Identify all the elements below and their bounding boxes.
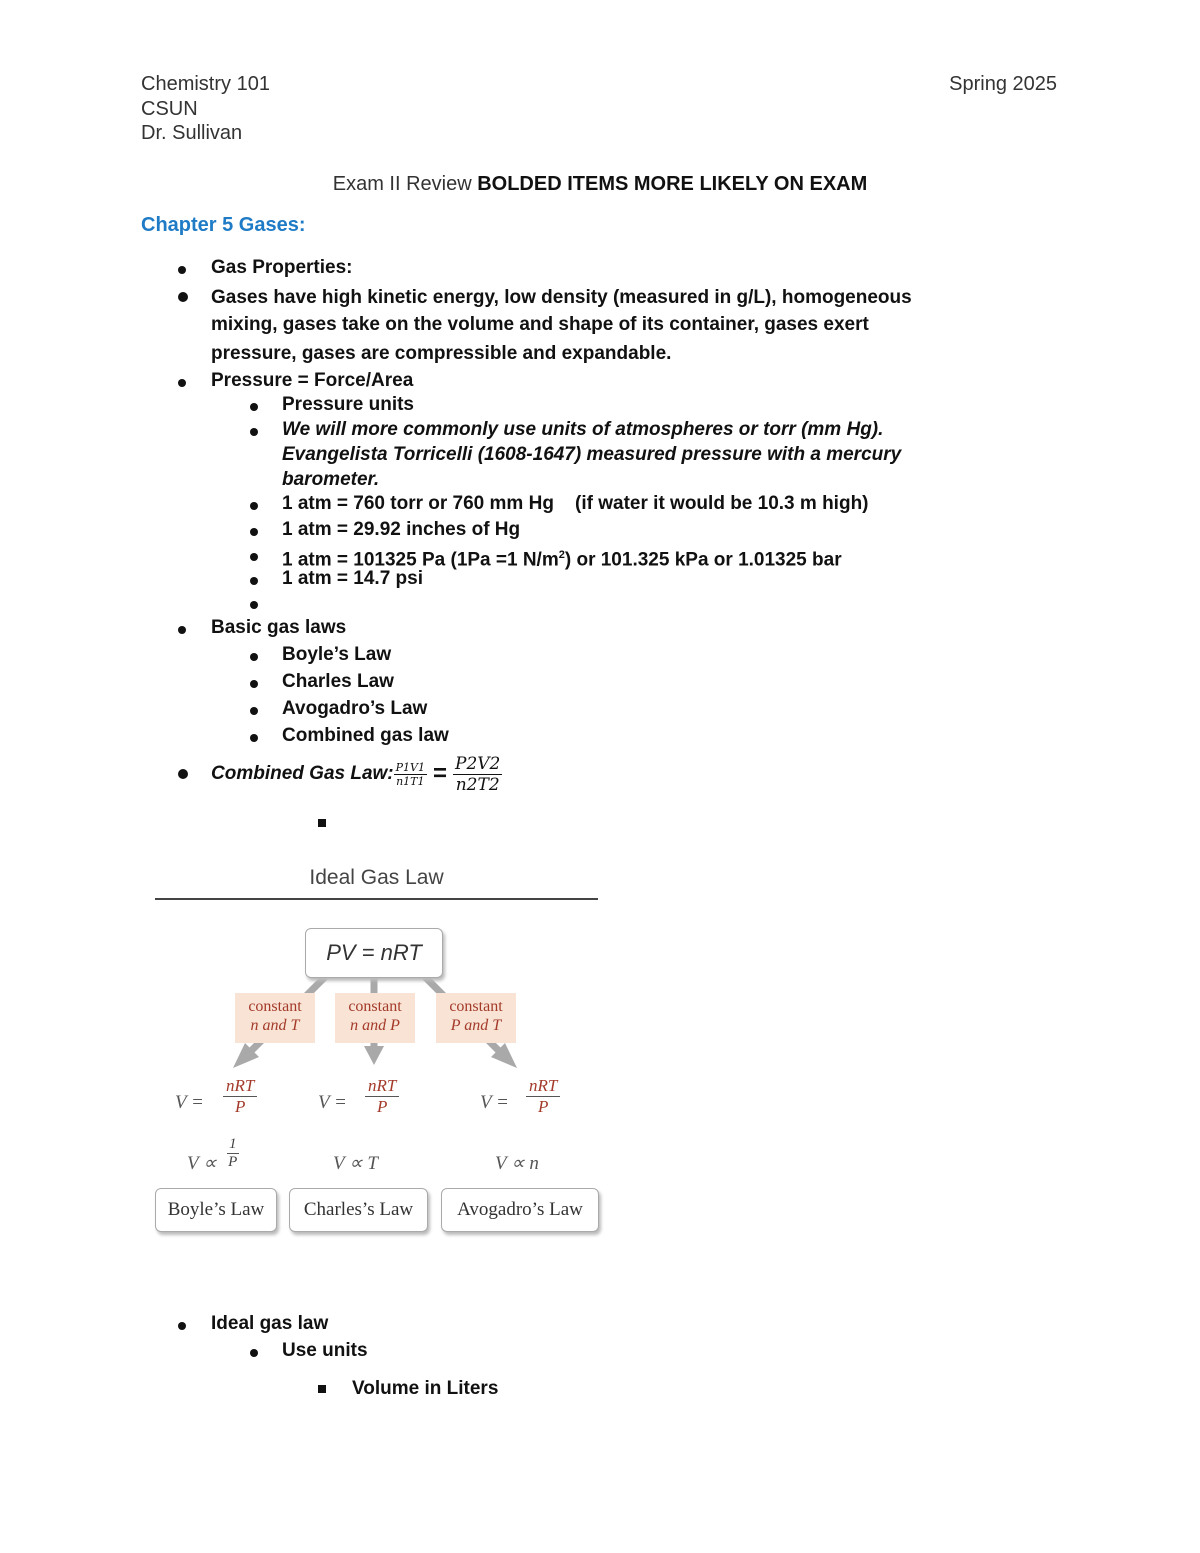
ideal-gas-law-diagram bbox=[155, 860, 598, 1250]
constant-label: constant bbox=[248, 998, 302, 1015]
bullet-icon bbox=[178, 292, 188, 302]
combined-fraction-1 bbox=[394, 761, 427, 788]
list-item-boyles: Boyle’s Law bbox=[282, 644, 392, 665]
course-name: Chemistry 101 bbox=[141, 73, 270, 95]
chapter-heading: Chapter 5 Gases: bbox=[141, 214, 306, 236]
bullet-icon bbox=[178, 626, 186, 634]
list-item-gases-line2: mixing, gases take on the volume and shape of its container, gases exert bbox=[211, 314, 869, 335]
charles-law-box: Charles’s Law bbox=[289, 1188, 428, 1232]
fraction-denominator: P bbox=[234, 1097, 246, 1116]
bullet-icon bbox=[250, 601, 258, 609]
list-item-basic-laws: Basic gas laws bbox=[211, 617, 347, 638]
list-item-combined: Combined gas law bbox=[282, 725, 449, 746]
bullet-icon bbox=[178, 266, 186, 274]
atm-pa-part2: ) or 101.325 kPa or 1.01325 bar bbox=[564, 549, 842, 571]
atm-pa-part1: 1 atm = 101325 Pa (1Pa =1 N/m bbox=[282, 549, 559, 571]
square-bullet-icon bbox=[318, 1385, 326, 1393]
list-item-pressure: Pressure = Force/Area bbox=[211, 370, 414, 391]
list-item-volume-liters: Volume in Liters bbox=[352, 1378, 499, 1399]
list-item-gases-line1: Gases have high kinetic energy, low density (measured in g/L), homogeneous bbox=[211, 287, 912, 308]
list-item-avogadro: Avogadro’s Law bbox=[282, 698, 428, 719]
bullet-icon bbox=[250, 734, 258, 742]
equation-lhs: V = bbox=[175, 1092, 204, 1113]
proportionality: V ∝ bbox=[187, 1153, 217, 1174]
bullet-icon bbox=[250, 707, 258, 715]
bullet-icon bbox=[250, 428, 258, 436]
bullet-icon bbox=[250, 553, 258, 561]
list-item-charles: Charles Law bbox=[282, 671, 394, 692]
square-bullet-icon bbox=[318, 819, 326, 827]
proportionality: V ∝ T bbox=[333, 1153, 378, 1174]
fraction-numerator: nRT bbox=[526, 1076, 560, 1097]
instructor-name: Dr. Sullivan bbox=[141, 122, 243, 144]
constant-variables: n and P bbox=[350, 1017, 400, 1034]
fraction-denominator: P bbox=[537, 1097, 549, 1116]
list-item-pressure-units: Pressure units bbox=[282, 394, 414, 415]
list-item-use-units: Use units bbox=[282, 1340, 368, 1361]
list-item-ideal-gas-law: Ideal gas law bbox=[211, 1313, 329, 1334]
diagram-title: Ideal Gas Law bbox=[309, 866, 444, 889]
equation-fraction bbox=[526, 1076, 560, 1117]
fraction-denominator: n1T1 bbox=[396, 774, 425, 788]
title-bold: BOLDED ITEMS MORE LIKELY ON EXAM bbox=[477, 173, 868, 195]
list-item-units-line1: We will more commonly use units of atmospheres or torr (mm Hg). bbox=[282, 419, 884, 440]
bullet-icon bbox=[250, 653, 258, 661]
bullet-icon bbox=[178, 1322, 186, 1330]
combined-gas-law-formula bbox=[211, 752, 502, 796]
list-item-gases-line3: pressure, gases are compressible and expandable. bbox=[211, 343, 672, 364]
fraction-numerator: P2V2 bbox=[455, 753, 501, 774]
equation-lhs: V = bbox=[318, 1092, 347, 1113]
boyles-law-box: Boyle’s Law bbox=[155, 1188, 277, 1232]
bullet-icon bbox=[250, 680, 258, 688]
title-plain: Exam II Review bbox=[332, 173, 478, 195]
list-item-atm-inches: 1 atm = 29.92 inches of Hg bbox=[282, 519, 521, 540]
fraction-denominator: n2T2 bbox=[455, 774, 500, 795]
bullet-icon bbox=[250, 577, 258, 585]
equation-fraction bbox=[223, 1076, 257, 1117]
fraction-numerator: 1 bbox=[229, 1136, 237, 1152]
equals-sign: = bbox=[432, 760, 447, 787]
equation-fraction bbox=[365, 1076, 399, 1117]
fraction-denominator: P bbox=[228, 1154, 238, 1170]
proportionality-fraction bbox=[227, 1136, 239, 1171]
fraction-numerator: P1V1 bbox=[395, 760, 425, 774]
term: Spring 2025 bbox=[949, 73, 1057, 95]
ideal-gas-equation-box: PV = nRT bbox=[305, 928, 443, 978]
bullet-icon bbox=[250, 403, 258, 411]
constant-n-and-t-box bbox=[235, 993, 315, 1043]
fraction-numerator: nRT bbox=[223, 1076, 257, 1097]
constant-n-and-p-box bbox=[335, 993, 415, 1043]
list-item-units-line2: Evangelista Torricelli (1608-1647) measured pressure with a mercury bbox=[282, 444, 902, 465]
list-item-units-line3: barometer. bbox=[282, 469, 380, 490]
combined-label: Combined Gas Law: bbox=[211, 763, 394, 784]
bullet-icon bbox=[178, 769, 188, 779]
list-item-atm-psi: 1 atm = 14.7 psi bbox=[282, 568, 423, 589]
bullet-icon bbox=[250, 528, 258, 536]
constant-variables: P and T bbox=[450, 1017, 502, 1034]
proportionality: V ∝ n bbox=[495, 1153, 539, 1174]
bullet-icon bbox=[178, 379, 186, 387]
list-item-atm-torr: 1 atm = 760 torr or 760 mm Hg (if water it would be 10.3 m high) bbox=[282, 493, 869, 514]
list-item-gas-properties: Gas Properties: bbox=[211, 257, 353, 278]
atm-pa-superscript: 2 bbox=[558, 549, 565, 561]
avogadros-law-box: Avogadro’s Law bbox=[441, 1188, 599, 1232]
constant-p-and-t-box bbox=[436, 993, 516, 1043]
constant-label: constant bbox=[449, 998, 503, 1015]
school-name: CSUN bbox=[141, 98, 198, 120]
constant-label: constant bbox=[348, 998, 402, 1015]
equation-lhs: V = bbox=[480, 1092, 509, 1113]
fraction-denominator: P bbox=[376, 1097, 388, 1116]
bullet-icon bbox=[250, 502, 258, 510]
constant-variables: n and T bbox=[250, 1017, 300, 1034]
bullet-icon bbox=[250, 1349, 258, 1357]
fraction-numerator: nRT bbox=[365, 1076, 399, 1097]
combined-fraction-2 bbox=[453, 754, 502, 795]
page-title bbox=[0, 172, 1200, 196]
